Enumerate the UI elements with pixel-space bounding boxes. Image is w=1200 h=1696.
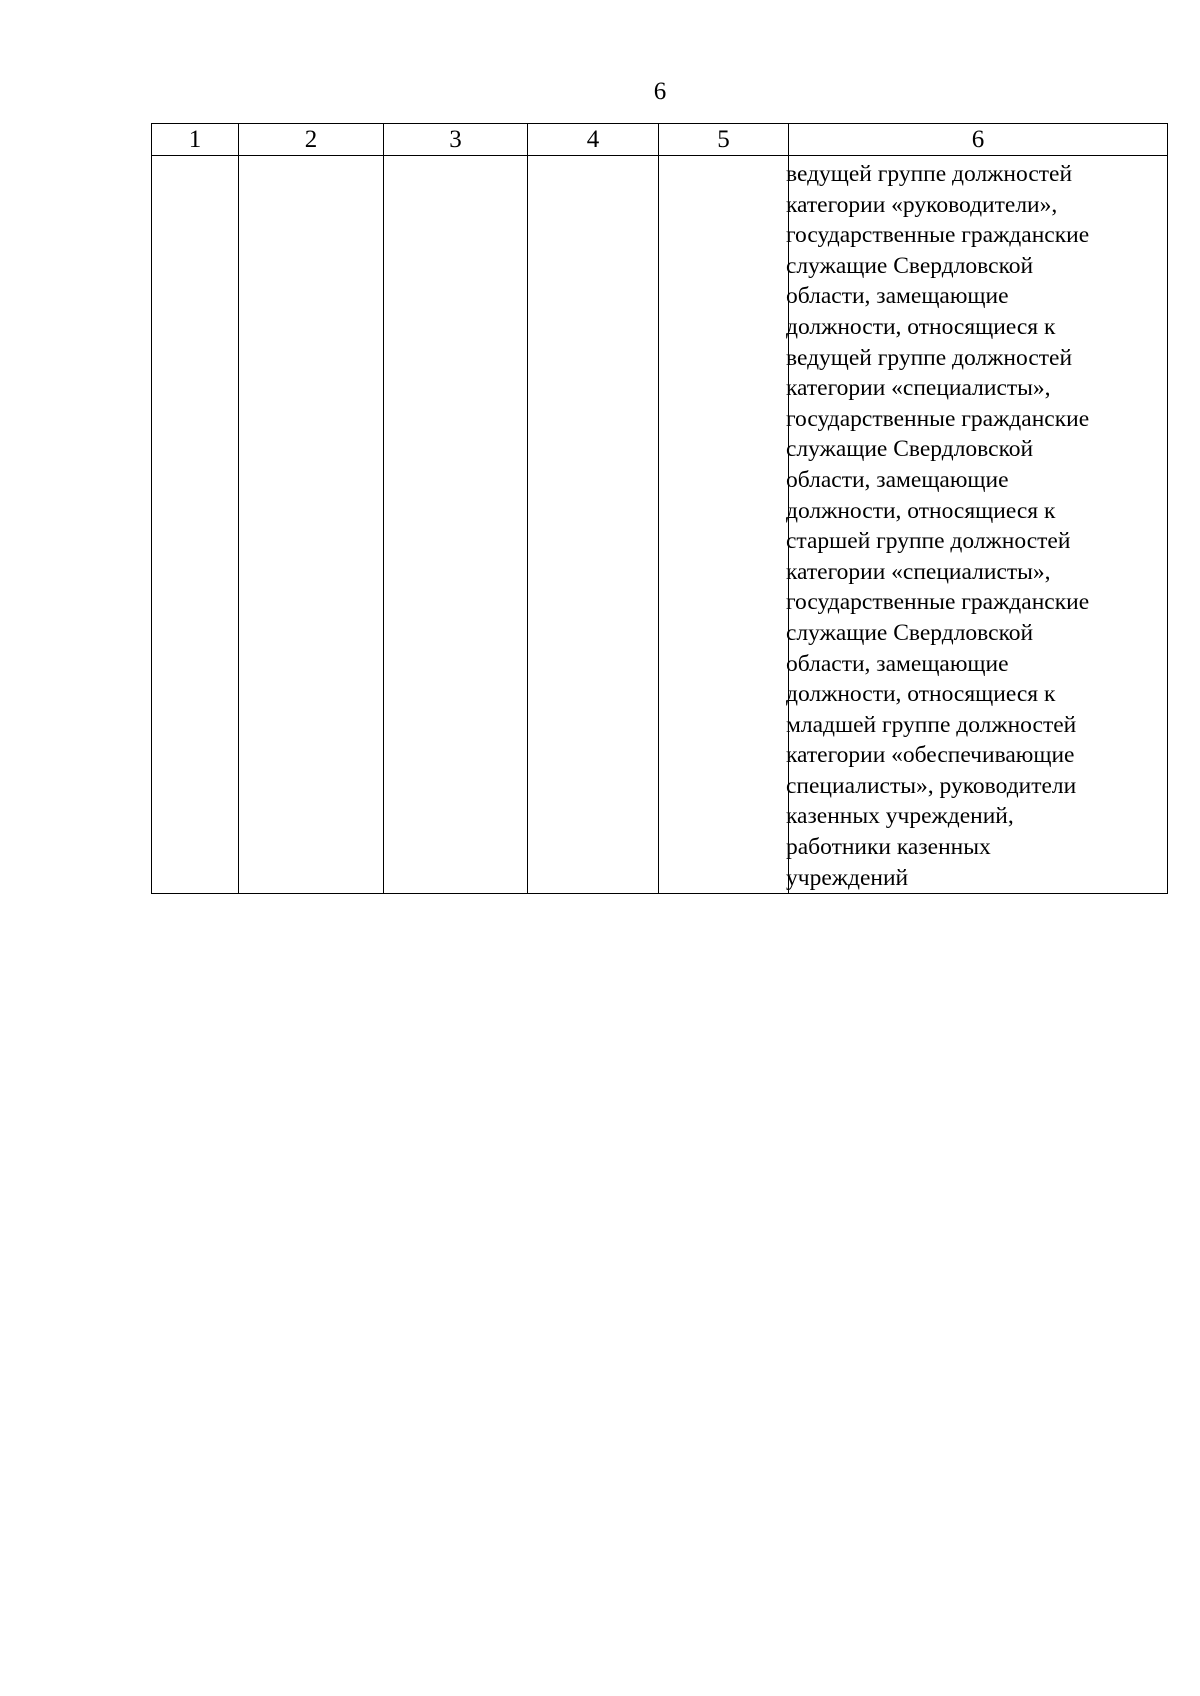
page-number: 6 xyxy=(653,78,667,105)
table-cell-col3 xyxy=(384,156,528,894)
table-cell-col2 xyxy=(239,156,384,894)
column-header-1: 1 xyxy=(152,124,239,156)
column-header-5: 5 xyxy=(659,124,789,156)
column-header-6: 6 xyxy=(789,124,1168,156)
column-header-2: 2 xyxy=(239,124,384,156)
column-header-4: 4 xyxy=(528,124,659,156)
table-header-row xyxy=(152,124,1168,156)
table-cell-col1 xyxy=(152,156,239,894)
table-cell-col4 xyxy=(528,156,659,894)
cell-text-col6: ведущей группе должностей категории «руководители», государственные гражданские служащие Свердловской области, замещающие должности, относящиеся к ведущей группе должностей категории «специалисты», государственные гражданские служащие Свердловской области, замещающие должности, относящиеся к старшей группе должностей категории «специалисты», государственные гражданские служащие Свердловской области, замещающие должности, относящиеся к младшей группе должностей категории «обеспечивающие специалисты», руководители казенных учреждений, работники казенных учреждений xyxy=(786,161,1090,891)
document-table xyxy=(151,123,1168,894)
cell-text-col1 xyxy=(149,156,238,159)
cell-text-col3 xyxy=(381,156,527,159)
table-row xyxy=(152,156,1168,894)
table-cell-col5 xyxy=(659,156,789,894)
cell-text-col4 xyxy=(525,156,658,159)
cell-text-col2 xyxy=(236,156,383,159)
table-cell-col6 xyxy=(786,156,1168,894)
cell-text-col5 xyxy=(656,156,788,159)
column-header-3: 3 xyxy=(384,124,528,156)
